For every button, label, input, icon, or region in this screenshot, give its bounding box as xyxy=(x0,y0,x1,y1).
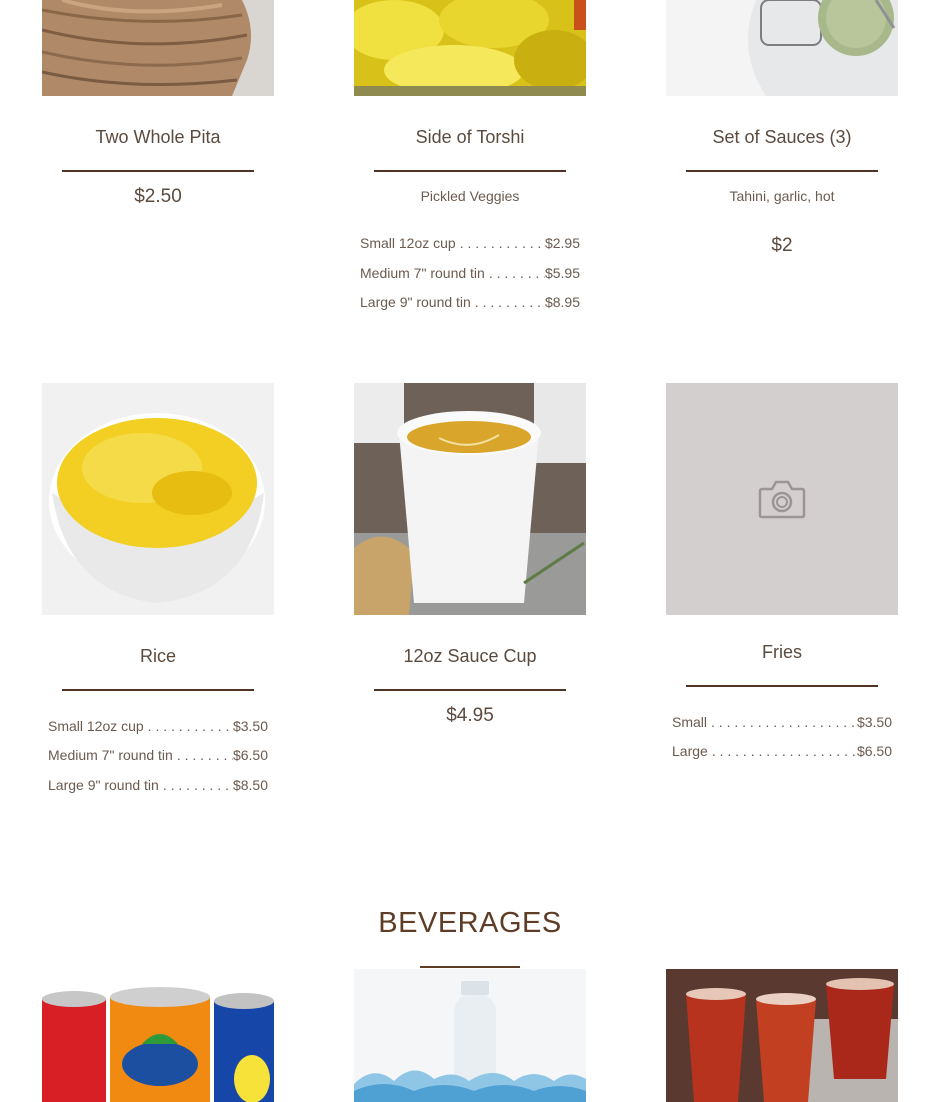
size-price: $3.50 xyxy=(232,718,268,734)
size-label: Medium 7" round tin xyxy=(48,747,173,763)
tea-photo xyxy=(666,969,898,1102)
size-price: $8.50 xyxy=(232,777,268,793)
pita-photo xyxy=(42,0,274,96)
torshi-photo xyxy=(354,0,586,96)
rice-photo xyxy=(42,383,274,615)
sauces-photo xyxy=(666,0,898,96)
size-price-row xyxy=(672,714,892,730)
title-divider xyxy=(374,689,566,691)
leader-dots xyxy=(144,718,233,734)
size-price-row xyxy=(48,777,268,793)
item-title: Side of Torshi xyxy=(415,127,525,147)
size-label: Large 9" round tin xyxy=(48,777,159,793)
size-label: Large xyxy=(672,743,708,759)
title-divider xyxy=(686,170,878,172)
size-price: $2.95 xyxy=(544,235,580,251)
leader-dots xyxy=(456,235,545,251)
item-title: 12oz Sauce Cup xyxy=(403,646,537,666)
size-label: Small xyxy=(672,714,708,730)
size-price: $6.50 xyxy=(856,743,892,759)
title-divider xyxy=(62,170,254,172)
item-price: $2.50 xyxy=(134,186,182,207)
title-divider xyxy=(686,685,878,687)
item-subtitle: Pickled Veggies xyxy=(420,188,520,204)
item-subtitle: Tahini, garlic, hot xyxy=(729,188,835,204)
leader-dots xyxy=(708,743,857,759)
size-label: Medium 7" round tin xyxy=(360,265,485,281)
leader-dots xyxy=(173,747,233,763)
fries-photo-placeholder xyxy=(666,383,898,615)
size-price: $5.95 xyxy=(544,265,580,281)
leader-dots xyxy=(485,265,545,281)
soda-photo xyxy=(42,969,274,1102)
leader-dots xyxy=(159,777,233,793)
size-price-row xyxy=(360,294,580,310)
size-label: Small 12oz cup xyxy=(48,718,144,734)
size-price-row xyxy=(360,235,580,251)
item-price: $2 xyxy=(771,235,793,256)
size-price-row xyxy=(672,743,892,759)
size-label: Large 9" round tin xyxy=(360,294,471,310)
title-divider xyxy=(62,689,254,691)
size-price-row xyxy=(48,718,268,734)
size-price: $3.50 xyxy=(856,714,892,730)
item-price: $4.95 xyxy=(446,705,494,726)
item-title: Set of Sauces (3) xyxy=(712,127,852,147)
sauce-cup-photo xyxy=(354,383,586,615)
size-price-row xyxy=(360,265,580,281)
title-divider xyxy=(374,170,566,172)
size-label: Small 12oz cup xyxy=(360,235,456,251)
leader-dots xyxy=(471,294,545,310)
section-title-beverages: BEVERAGES xyxy=(378,907,562,939)
section-divider xyxy=(420,966,520,968)
leader-dots xyxy=(707,714,857,730)
camera-icon xyxy=(758,479,806,519)
size-price: $6.50 xyxy=(232,747,268,763)
size-price: $8.95 xyxy=(544,294,580,310)
size-price-row xyxy=(48,747,268,763)
item-title: Fries xyxy=(762,642,802,662)
item-title: Two Whole Pita xyxy=(95,127,221,147)
item-title: Rice xyxy=(139,646,176,666)
water-photo xyxy=(354,969,586,1102)
